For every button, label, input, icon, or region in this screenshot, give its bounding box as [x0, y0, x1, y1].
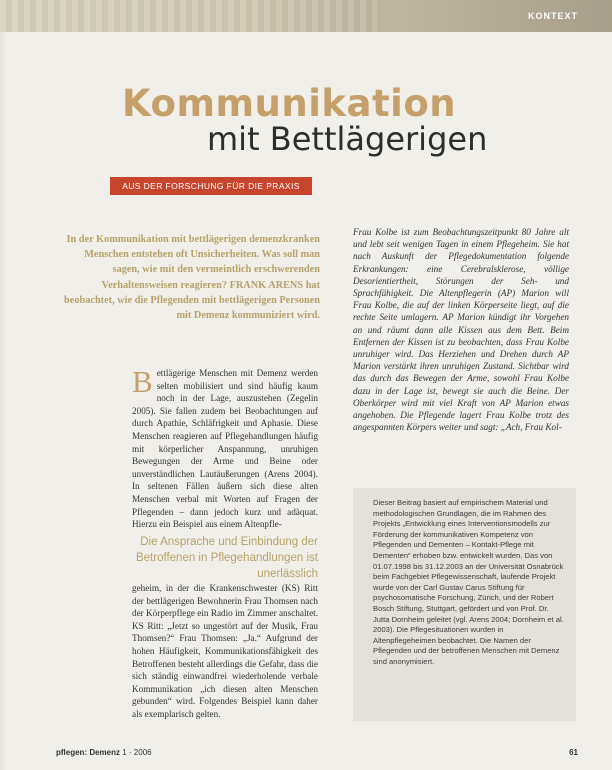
section-label: KONTEXT: [527, 11, 578, 21]
body-paragraph-1: [132, 364, 318, 531]
lead-paragraph: [58, 232, 320, 323]
header-texture: [0, 0, 380, 32]
lead-text-2: hat beobachtet, wie die Pflegenden mit bettlägerigen Personen mit Demenz kommuniziert wird.: [64, 279, 320, 322]
title-line-1: Kommunikation: [122, 82, 457, 125]
info-box-text: Dieser Beitrag basiert auf empirischem Material und methodologischen Grundlagen, die im Rahmen des Projekts „Entwicklung eines Interventionsmodells zur Förderung der kommunikativen Kompetenz von Pflegenden und Dementen – Kontakt-Pflege mit Dementen“ erhoben bzw. entwickelt wurden. Das von 01.07.1998 bis 31.12.2003 an der Universität Osnabrück beim Fachgebiet Pflegewissenschaft, laufende Projekt wurde von der Carl Gustav Carus Stiftung für psychosomatische Forschung, Zürich, und der Robert Bosch Stiftung, Stuttgart, gefördert und von Prof. Dr. Jutta Dornheim geleitet (vgl. Arens 2004; Dornheim et al. 2003). Die Pflegesituationen wurden in Altenpflegeheimen beobachtet. Die Namen der Pflegenden und der betroffenen Menschen mit Demenz sind anonymisiert.: [373, 498, 564, 666]
right-column-text: Frau Kolbe ist zum Beobachtungszeitpunkt 80 Jahre alt und lebt seit wenigen Tagen in einem Pflegeheim. Sie hat nach Auskunft der Pflegedokumentation folgende Erkrankungen: eine Cerebralsklerose, völlige Desorientiertheit, Störungen der Seh- und Sprachfähigkeit. Die Altenpflegerin (AP) Marion will Frau Kolbe, die auf der linken Körperseite liegt, auf die rechte Seite umlagern. AP Marion kündigt ihr Vorgehen an und räumt dann alle Kissen aus dem Bett. Beim Entfernen der Kissen ist zu beobachten, dass Frau Kolbe unruhiger wird. Das Herziehen und Drehen durch AP Marion verstärkt ihren unruhigen Zustand. Sichtbar wird das durch das Bewegen der Arme, sowohl Frau Kolbe dazu in der Lage ist, bewegt sie auch die Beine. Der Oberkörper wird mit viel Kraft von AP Marion etwas angehoben. Die Pflegende lagert Frau Kolbe trotz des angespannten Körpers weiter und sagt: „Ach, Frau Kol-: [353, 227, 569, 433]
lead-text: In der Kommunikation mit bettlägerigen demenzkranken Menschen entstehen oft Unsicherheiten. Was soll man sagen, wie mit den vermeintlich erschwerenden Verhaltensweisen reagieren?: [66, 234, 320, 291]
drop-cap: B: [132, 364, 153, 399]
info-box: [353, 488, 576, 721]
page-gutter-shadow: [0, 32, 8, 770]
category-banner: AUS DER FORSCHUNG FÜR DIE PRAXIS: [110, 177, 312, 195]
body-paragraph-2: geheim, in der die Krankenschwester (KS) Ritt der bettlägerigen Bewohnerin Frau Thomsen nach der Körperpflege ein Radio im Zimmer anschaltet. KS Ritt: „Jetzt so ungestört auf der Musik, Frau Thomsen?“ Frau Thomsen: „Ja.“ Aufgrund der hohen Häufigkeit, Kommunikationsfähigkeit des Betroffenen besteht allerdings die Gefahr, dass die sich ständig einwandfrei wiederholende verbale Kommunikation „ich diesen alten Menschen gebunden“ wird. Folgendes Beispiel kann daher als exemplarisch gelten.: [132, 583, 318, 719]
page-header-bar: [0, 0, 612, 32]
magazine-name: pflegen: Demenz: [56, 748, 121, 757]
title-line-2: mit Bettlägerigen: [207, 120, 488, 158]
lead-author: FRANK ARENS: [229, 279, 304, 291]
body-text-1: ettlägerige Menschen mit Demenz werden selten mobilisiert und sind häufig kaum noch in der Lage, auszustehen (Zegelin 2005). Sie fallen zudem bei Beobachtungen auf durch Apathie, Schläfrigkeit und Aphasie. Diese Menschen reagieren auf Pflegehandlungen häufig mit körperlicher Anspannung, unruhigen Bewegungen der Arme und Beine oder unverständlichen Lautäußerungen (Arens 2004). In seltenen Fällen äußern sich diese alten Menschen verbal mit Worten auf Fragen der Pflegenden – dann jedoch kurz und adäquat. Hierzu ein Beispiel aus einem Altenpfle-: [132, 368, 318, 530]
footer-magazine: [56, 748, 152, 757]
page-number: 61: [569, 748, 578, 757]
issue-number: 1 · 2006: [122, 748, 152, 757]
subheading: Die Ansprache und Einbindung der Betroffenen in Pflegehandlungen ist unerlässlich: [135, 536, 318, 580]
